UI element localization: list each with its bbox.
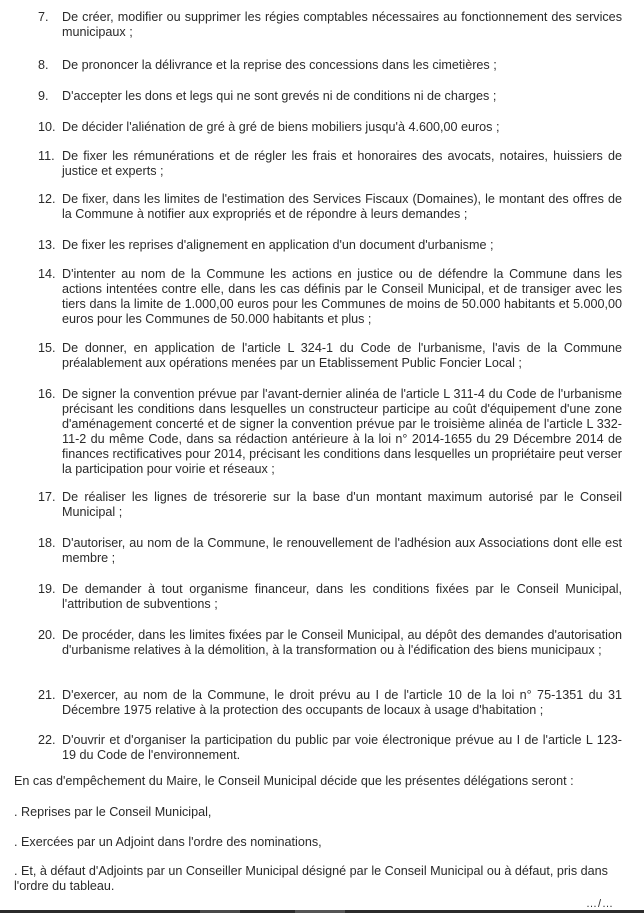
item-text: De donner, en application de l'article L 324-1 du Code de l'urbanisme, l'avis de la Commune préalablement aux opérations menées par un Etablissement Public Foncier Local ; [62,341,622,370]
item-text: De fixer les reprises d'alignement en application d'un document d'urbanisme ; [62,238,494,252]
item-text: D'autoriser, au nom de la Commune, le renouvellement de l'adhésion aux Associations dont elle est membre ; [62,536,622,565]
list-item-10 [38,120,622,135]
list-item-13 [38,238,622,253]
item-text: De créer, modifier ou supprimer les régies comptables nécessaires au fonctionnement des services municipaux ; [62,10,622,39]
closing-bullet-2: . Exercées par un Adjoint dans l'ordre des nominations, [14,835,322,849]
list-item-19 [38,582,622,612]
list-item-22 [38,733,622,763]
item-text: De prononcer la délivrance et la reprise des concessions dans les cimetières ; [62,58,497,72]
continuation-mark: …/… [585,898,614,910]
item-number: 7. [38,10,49,24]
item-number: 19. [38,582,56,596]
list-item-17 [38,490,622,520]
item-text: D'exercer, au nom de la Commune, le droit prévu au I de l'article 10 de la loi n° 75-1351 du 31 Décembre 1975 relative à la protection des occupants de locaux à usage d'habitation ; [62,688,622,717]
list-item-16 [38,387,622,477]
item-number: 9. [38,89,49,103]
item-text: De fixer les rémunérations et de régler les frais et honoraires des avocats, notaires, huissiers de justice et experts ; [62,149,622,178]
list-item-7 [38,10,622,40]
closing-intro: En cas d'empêchement du Maire, le Conseil Municipal décide que les présentes délégations seront : [14,774,574,788]
item-text: De fixer, dans les limites de l'estimation des Services Fiscaux (Domaines), le montant des offres de la Commune à notifier aux expropriés et de répondre à leurs demandes ; [62,192,622,221]
item-number: 12. [38,192,56,206]
item-text: De procéder, dans les limites fixées par le Conseil Municipal, au dépôt des demandes d'autorisation d'urbanisme relatives à la démolition, à la transformation ou à l'édification des biens municipaux ; [62,628,622,657]
closing-bullet-1: . Reprises par le Conseil Municipal, [14,805,212,819]
item-number: 22. [38,733,56,747]
item-text: De décider l'aliénation de gré à gré de biens mobiliers jusqu'à 4.600,00 euros ; [62,120,500,134]
list-item-21 [38,688,622,718]
list-item-9 [38,89,622,104]
item-number: 11. [38,149,55,163]
item-text: D'intenter au nom de la Commune les actions en justice ou de défendre la Commune dans les actions intentées contre elle, dans les cas définis par le Conseil Municipal, et de transiger avec les tiers dans la limite de 1.000,00 euros pour les Communes de moins de 50.000 habitants et 5.000,00 euros pour les Communes de 50.000 habitants et plus ; [62,267,622,326]
item-number: 10. [38,120,56,134]
item-text: De signer la convention prévue par l'avant-dernier alinéa de l'article L 311-4 du Code de l'urbanisme précisant les conditions dans lesquelles un constructeur participe au coût d'équipement d'une zone d'aménagement concerté et de signer la convention prévue par le troisième alinéa de l'article L 332-11-2 du même Code, dans sa rédaction antérieure à la loi n° 2014-1655 du 29 Décembre 2014 de finances rectificatives pour 2014, précisant les conditions dans lesquelles un propriétaire peut verser la participation pour voirie et réseaux ; [62,387,622,476]
item-text: De demander à tout organisme financeur, dans les conditions fixées par le Conseil Municipal, l'attribution de subventions ; [62,582,622,611]
list-item-15 [38,341,622,371]
item-number: 13. [38,238,56,252]
list-item-12 [38,192,622,222]
closing-bullet-3: . Et, à défaut d'Adjoints par un Conseiller Municipal désigné par le Conseil Municipal ou à défaut, pris dans l'ordre du tableau. [14,864,608,893]
item-text: D'accepter les dons et legs qui ne sont grevés ni de conditions ni de charges ; [62,89,497,103]
item-number: 16. [38,387,56,401]
item-number: 20. [38,628,56,642]
list-item-8 [38,58,622,73]
list-item-20 [38,628,622,658]
item-number: 15. [38,341,56,355]
list-item-18 [38,536,622,566]
item-number: 21. [38,688,56,702]
list-item-11 [38,149,622,179]
item-number: 8. [38,58,49,72]
item-text: D'ouvrir et d'organiser la participation du public par voie électronique prévue au I de l'article L 123-19 du Code de l'environnement. [62,733,622,762]
item-number: 17. [38,490,56,504]
item-text: De réaliser les lignes de trésorerie sur la base d'un montant maximum autorisé par le Conseil Municipal ; [62,490,622,519]
item-number: 18. [38,536,56,550]
item-number: 14. [38,267,56,281]
list-item-14 [38,267,622,327]
